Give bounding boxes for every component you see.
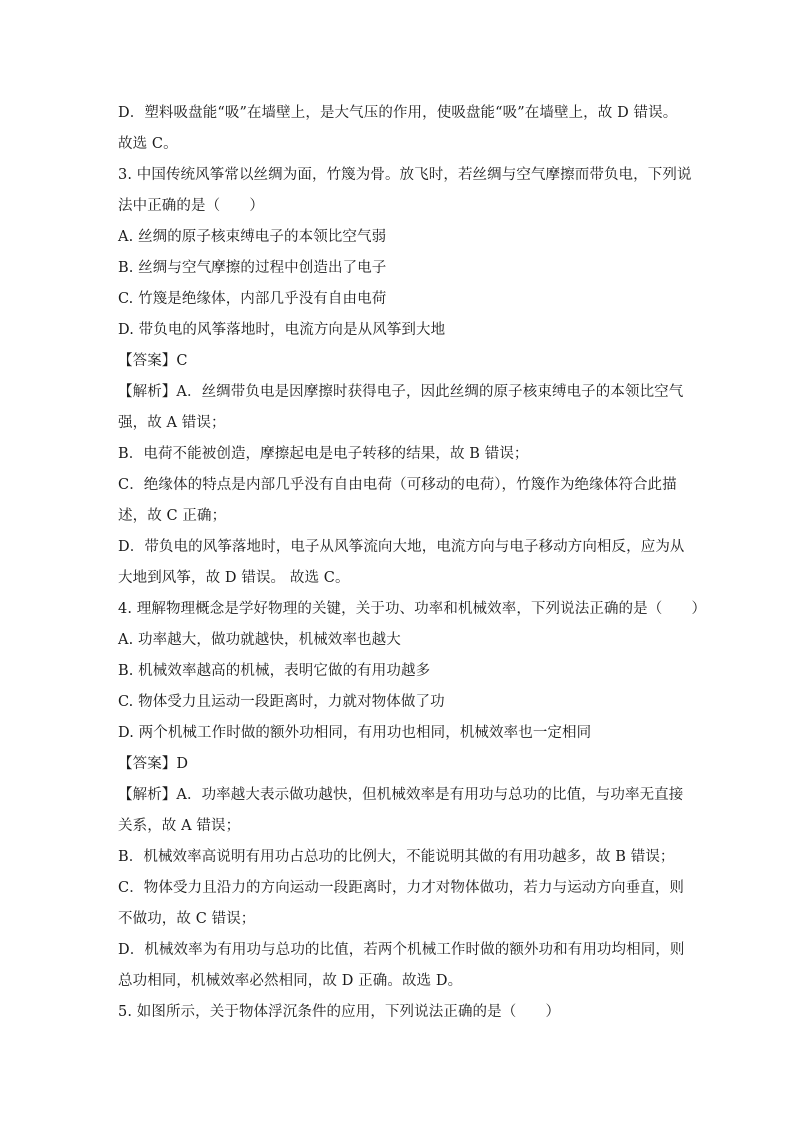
analysis-text: 不做功，故 C 错误；	[118, 911, 256, 927]
analysis-text: 大地到风筝，故 D 错误。 故选 C。	[118, 570, 350, 586]
answer-label: 【答案】D	[118, 756, 189, 772]
option-d: D. 两个机械工作时做的额外功相同，有用功也相同，机械效率也一定相同	[118, 725, 592, 741]
option-b: B. 机械效率越高的机械，表明它做的有用功越多	[118, 663, 431, 679]
option-c: C. 物体受力且运动一段距离时，力就对物体做了功	[118, 694, 445, 710]
analysis-text: 【解析】A．丝绸带负电是因摩擦时获得电子，因此丝绸的原子核束缚电子的本领比空气	[118, 384, 684, 400]
question-5-stem: 5. 如图所示，关于物体浮沉条件的应用，下列说法正确的是（ ）	[118, 1004, 561, 1020]
analysis-text: B．电荷不能被创造，摩擦起电是电子转移的结果，故 B 错误；	[118, 446, 529, 462]
analysis-text: 总功相同，机械效率必然相同，故 D 正确。故选 D。	[118, 973, 463, 989]
analysis-text: C．绝缘体的特点是内部几乎没有自由电荷（可移动的电荷），竹篾作为绝缘体符合此描	[118, 477, 677, 493]
option-a: A. 丝绸的原子核束缚电子的本领比空气弱	[118, 229, 387, 245]
option-b: B. 丝绸与空气摩擦的过程中创造出了电子	[118, 260, 387, 276]
text-line: D．塑料吸盘能“吸”在墙壁上，是大气压的作用，使吸盘能“吸”在墙壁上，故 D 错误。	[118, 105, 678, 121]
question-3-stem: 法中正确的是（ ）	[118, 198, 264, 214]
analysis-text: D．带负电的风筝落地时，电子从风筝流向大地，电流方向与电子移动方向相反，应为从	[118, 539, 685, 555]
question-3-stem: 3. 中国传统风筝常以丝绸为面，竹篾为骨。放飞时，若丝绸与空气摩擦而带负电，下列说	[118, 167, 692, 183]
analysis-text: B．机械效率高说明有用功占总功的比例大，不能说明其做的有用功越多，故 B 错误；	[118, 849, 675, 865]
analysis-text: 【解析】A．功率越大表示做功越快，但机械效率是有用功与总功的比值，与功率无直接	[118, 787, 684, 803]
analysis-text: D．机械效率为有用功与总功的比值，若两个机械工作时做的额外功和有用功均相同，则	[118, 942, 685, 958]
question-4-stem: 4. 理解物理概念是学好物理的关键，关于功、功率和机械效率，下列说法正确的是（ ）	[118, 601, 707, 617]
analysis-text: 关系，故 A 错误；	[118, 818, 241, 834]
option-d: D. 带负电的风筝落地时，电流方向是从风筝到大地	[118, 322, 446, 338]
analysis-text: 强，故 A 错误；	[118, 415, 226, 431]
option-a: A. 功率越大，做功就越快，机械效率也越大	[118, 632, 401, 648]
analysis-text: 述，故 C 正确；	[118, 508, 227, 524]
text-line: 故选 C。	[118, 136, 178, 152]
analysis-text: C．物体受力且沿力的方向运动一段距离时，力才对物体做功，若力与运动方向垂直，则	[118, 880, 684, 896]
option-c: C. 竹篾是绝缘体，内部几乎没有自由电荷	[118, 291, 387, 307]
answer-label: 【答案】C	[118, 353, 188, 369]
